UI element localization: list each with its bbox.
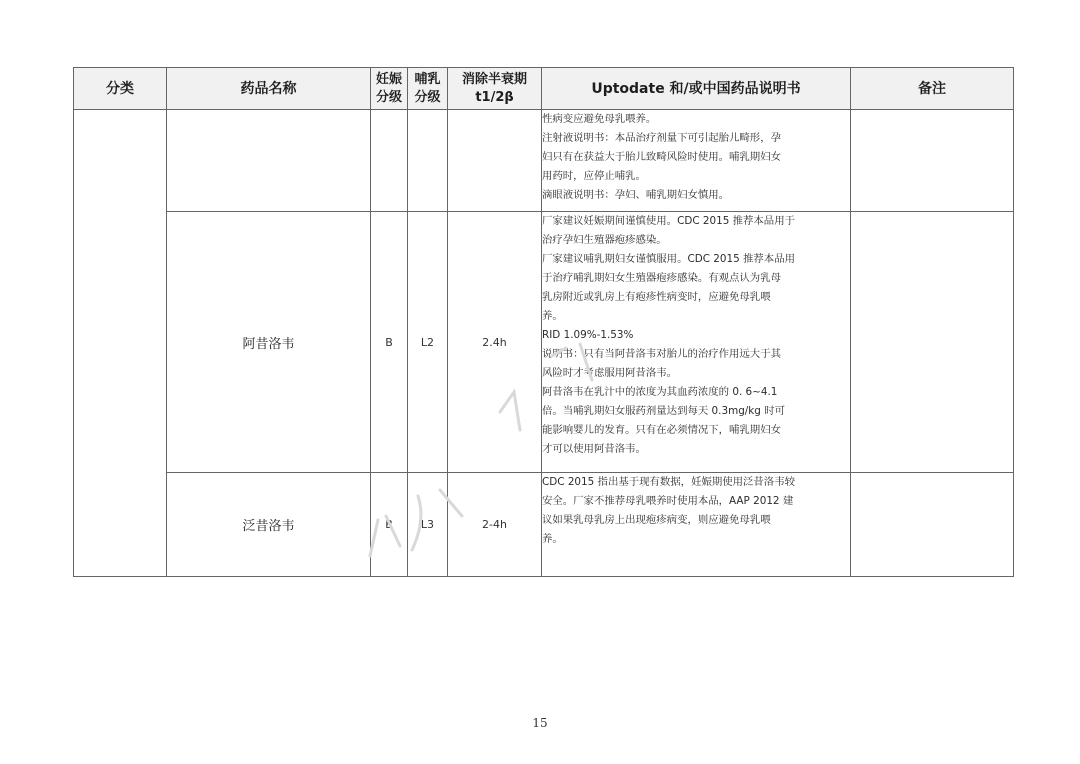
table-header-row (74, 68, 1014, 110)
info-line: 性病变应避免母乳喂养。 (542, 113, 657, 125)
header-lactation-grade (408, 68, 448, 110)
info-line: 阿昔洛韦在乳汁中的浓度为其血药浓度的 0. 6~4.1 (542, 386, 778, 398)
remarks-cell (851, 473, 1014, 577)
header-half-life (448, 68, 542, 110)
pregnancy-grade-cell: B (371, 473, 408, 577)
pregnancy-grade-cell: B (371, 212, 408, 473)
header-category: 分类 (74, 68, 167, 110)
info-line: 乳房附近或乳房上有疱疹性病变时，应避免母乳喂 (542, 291, 771, 303)
drug-table (73, 67, 1014, 577)
table-row (74, 473, 1014, 577)
header-drug-name: 药品名称 (167, 68, 371, 110)
half-life-cell: 2-4h (448, 473, 542, 577)
pregnancy-grade-cell (371, 110, 408, 212)
info-line: 滴眼液说明书：孕妇、哺乳期妇女慎用。 (542, 189, 730, 201)
half-life-cell (448, 110, 542, 212)
header-half-life-line-1: 消除半衰期 (461, 71, 527, 87)
info-line: 安全。厂家不推荐母乳喂养时使用本品，AAP 2012 建 (542, 495, 794, 507)
drug-name-cell: 阿昔洛韦 (167, 212, 371, 473)
info-line: 厂家建议哺乳期妇女谨慎服用。CDC 2015 推荐本品用 (542, 253, 795, 265)
half-life-cell: 2.4h (448, 212, 542, 473)
info-line: 风险时才考虑服用阿昔洛韦。 (542, 367, 678, 379)
header-pregnancy-line-1: 妊娠 (375, 71, 402, 87)
info-line: 治疗孕妇生殖器疱疹感染。 (542, 234, 667, 246)
source-info-cell (542, 473, 851, 577)
source-info-cell (542, 110, 851, 212)
lactation-grade-cell: L2 (408, 212, 448, 473)
header-remarks: 备注 (851, 68, 1014, 110)
page-number: 15 (532, 716, 548, 730)
info-line: 议如果乳母乳房上出现疱疹病变，则应避免母乳喂 (542, 514, 771, 526)
info-line: 才可以使用阿昔洛韦。 (542, 443, 646, 455)
header-source: Uptodate 和/或中国药品说明书 (542, 68, 851, 110)
info-line: 说明书：只有当阿昔洛韦对胎儿的治疗作用远大于其 (542, 348, 781, 360)
source-info-cell (542, 212, 851, 473)
header-pregnancy-line-2: 分级 (375, 89, 402, 105)
info-line: 于治疗哺乳期妇女生殖器疱疹感染。有观点认为乳母 (542, 272, 781, 284)
info-line: 倍。当哺乳期妇女服药剂量达到每天 0.3mg/kg 时可 (542, 405, 785, 417)
header-lactation-line-1: 哺乳 (414, 71, 441, 87)
info-line: 养。 (542, 533, 563, 545)
category-cell (74, 110, 167, 577)
drug-name-cell: 泛昔洛韦 (167, 473, 371, 577)
table-row (74, 110, 1014, 212)
drug-name-cell (167, 110, 371, 212)
header-pregnancy-grade (371, 68, 408, 110)
info-line: 用药时，应停止哺乳。 (542, 170, 646, 182)
info-line: 注射液说明书：本品治疗剂量下可引起胎儿畸形，孕 (542, 132, 781, 144)
info-line: 能影响婴儿的发育。只有在必须情况下，哺乳期妇女 (542, 424, 781, 436)
info-line: 妇只有在获益大于胎儿致畸风险时使用。哺乳期妇女 (542, 151, 781, 163)
drug-table-wrapper (73, 67, 1013, 577)
header-half-life-line-2: t1/2β (475, 89, 514, 105)
remarks-cell (851, 110, 1014, 212)
lactation-grade-cell: L3 (408, 473, 448, 577)
info-line: CDC 2015 指出基于现有数据，妊娠期使用泛昔洛韦较 (542, 476, 795, 488)
header-lactation-line-2: 分级 (414, 89, 441, 105)
info-line: RID 1.09%-1.53% (542, 329, 634, 341)
info-line: 厂家建议妊娠期间谨慎使用。CDC 2015 推荐本品用于 (542, 215, 795, 227)
lactation-grade-cell (408, 110, 448, 212)
info-line: 养。 (542, 310, 563, 322)
table-row (74, 212, 1014, 473)
remarks-cell (851, 212, 1014, 473)
